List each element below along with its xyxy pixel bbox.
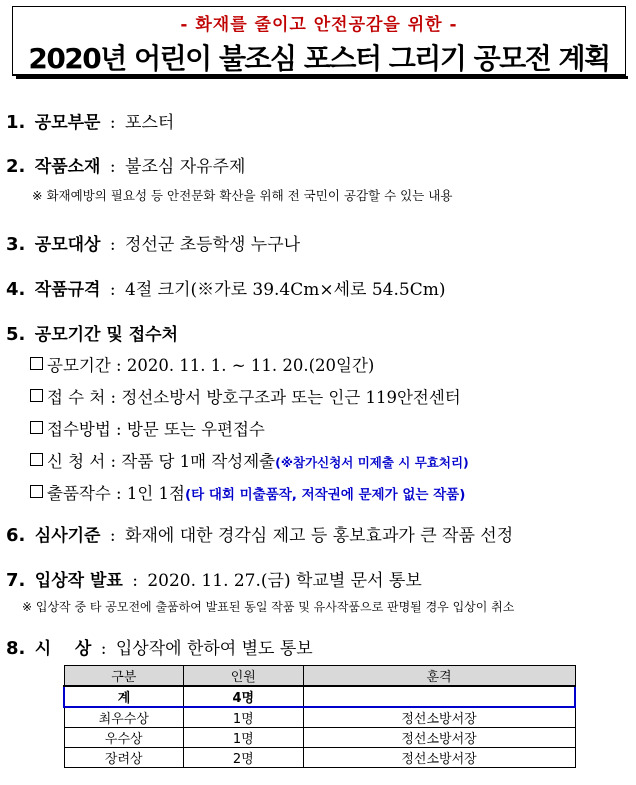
section-number: 5. — [6, 324, 26, 345]
sub-item-text: 2020. 11. 1. ~ 11. 20.(20일간) — [126, 356, 375, 375]
sub-item-label: 출품작수 — [47, 484, 111, 503]
section-heading: 작품소재 — [34, 157, 101, 177]
sub-item-text: 1인 1점 — [126, 484, 185, 503]
sub-item-warning: (※참가신청서 미제출 시 무효처리) — [275, 455, 469, 470]
section-2 — [6, 152, 245, 177]
section-heading: 공모부문 — [34, 113, 101, 133]
section-heading: 작품규격 — [34, 280, 101, 300]
column-header: 인원 — [184, 666, 304, 687]
separator: : — [109, 235, 116, 255]
section-heading: 시 상 — [34, 639, 92, 659]
section-6 — [6, 521, 513, 546]
table-cell: 최우수상 — [64, 707, 184, 728]
section-text: 포스터 — [125, 113, 175, 133]
awards-table — [63, 665, 576, 768]
section-8 — [6, 634, 313, 659]
section-number: 7. — [6, 570, 26, 591]
checkbox-square-icon — [30, 485, 43, 498]
sub-item-label: 공모기간 — [47, 356, 111, 375]
table-cell: 1명 — [184, 707, 304, 728]
table-row — [64, 748, 575, 768]
table-total-row — [64, 686, 575, 707]
sub-item-text: 작품 당 1매 작성제출 — [121, 452, 276, 471]
table-cell: 4명 — [184, 686, 304, 707]
title-shadow — [16, 76, 628, 79]
sub-item-reception: 접 수 처 : 정선소방서 방호구조과 또는 인근 119안전센터 — [30, 384, 461, 408]
table-cell: 정선소방서장 — [303, 728, 575, 748]
table-cell: 정선소방서장 — [303, 748, 575, 768]
section-number: 8. — [6, 638, 26, 659]
table-cell: 장려상 — [64, 748, 184, 768]
section-heading: 공모기간 및 접수처 — [34, 325, 178, 345]
section-number: 3. — [6, 234, 26, 255]
sub-item-label: 접 수 처 — [47, 388, 106, 407]
section-text: 2020. 11. 27.(금) 학교별 문서 통보 — [147, 571, 422, 591]
section-2-note: ※ 화재예방의 필요성 등 안전문화 확산을 위해 전 국민이 공감할 수 있는 내용 — [32, 188, 453, 203]
section-1 — [6, 108, 174, 133]
sub-item-application: 신 청 서 : 작품 당 1매 작성제출(※참가신청서 미제출 시 무효처리) — [30, 448, 469, 472]
section-text: 입상작에 한하여 별도 통보 — [115, 639, 313, 659]
section-number: 4. — [6, 279, 26, 300]
section-3 — [6, 230, 300, 255]
table-row — [64, 707, 575, 728]
section-heading: 공모대상 — [34, 235, 101, 255]
title-box — [12, 6, 626, 76]
separator: : — [109, 280, 116, 300]
table-cell: 2명 — [184, 748, 304, 768]
section-heading: 심사기준 — [34, 526, 101, 546]
section-7 — [6, 566, 422, 591]
section-text: 화재에 대한 경각심 제고 등 홍보효과가 큰 작품 선정 — [125, 526, 514, 546]
section-7-note: ※ 입상작 중 타 공모전에 출품하여 발표된 동일 작품 및 유사작품으로 판명될 경우 입상이 취소 — [22, 600, 515, 614]
section-4 — [6, 275, 445, 300]
separator: : — [109, 113, 116, 133]
checkbox-square-icon — [30, 357, 43, 370]
checkbox-square-icon — [30, 389, 43, 402]
sub-item-text: 정선소방서 방호구조과 또는 인근 119안전센터 — [121, 388, 461, 407]
page-title: 2020년 어린이 불조심 포스터 그리기 공모전 계획 — [28, 42, 610, 75]
section-text: 정선군 초등학생 누구나 — [125, 235, 301, 255]
section-5 — [6, 320, 178, 345]
separator: : — [132, 571, 138, 591]
sub-item-method: 접수방법 : 방문 또는 우편접수 — [30, 416, 265, 440]
checkbox-square-icon — [30, 421, 43, 434]
section-text: 4절 크기(※가로 39.4Cm×세로 54.5Cm) — [125, 280, 446, 300]
section-number: 6. — [6, 525, 26, 546]
section-heading: 입상작 발표 — [34, 571, 123, 591]
section-number: 1. — [6, 112, 26, 133]
sub-item-label: 신 청 서 — [47, 452, 106, 471]
separator: : — [100, 639, 107, 659]
table-cell — [303, 686, 575, 707]
sub-item-period: 공모기간 : 2020. 11. 1. ~ 11. 20.(20일간) — [30, 352, 374, 376]
subtitle: - 화재를 줄이고 안전공감을 위한 - — [180, 15, 458, 35]
column-header: 훈격 — [303, 666, 575, 687]
separator: : — [109, 526, 116, 546]
sub-item-label: 접수방법 — [47, 420, 111, 439]
table-cell: 정선소방서장 — [303, 707, 575, 728]
table-cell: 1명 — [184, 728, 304, 748]
sub-item-text: 방문 또는 우편접수 — [126, 420, 265, 439]
table-cell: 계 — [64, 686, 184, 707]
table-row — [64, 728, 575, 748]
separator: : — [109, 157, 116, 177]
sub-item-warning: (타 대회 미출품작, 저작권에 문제가 없는 작품) — [184, 487, 466, 503]
column-header: 구분 — [64, 666, 184, 687]
section-number: 2. — [6, 156, 26, 177]
section-text: 불조심 자유주제 — [125, 157, 246, 177]
table-cell: 우수상 — [64, 728, 184, 748]
checkbox-square-icon — [30, 453, 43, 466]
sub-item-count: 출품작수 : 1인 1점(타 대회 미출품작, 저작권에 문제가 없는 작품) — [30, 480, 465, 504]
table-header-row — [64, 666, 575, 687]
